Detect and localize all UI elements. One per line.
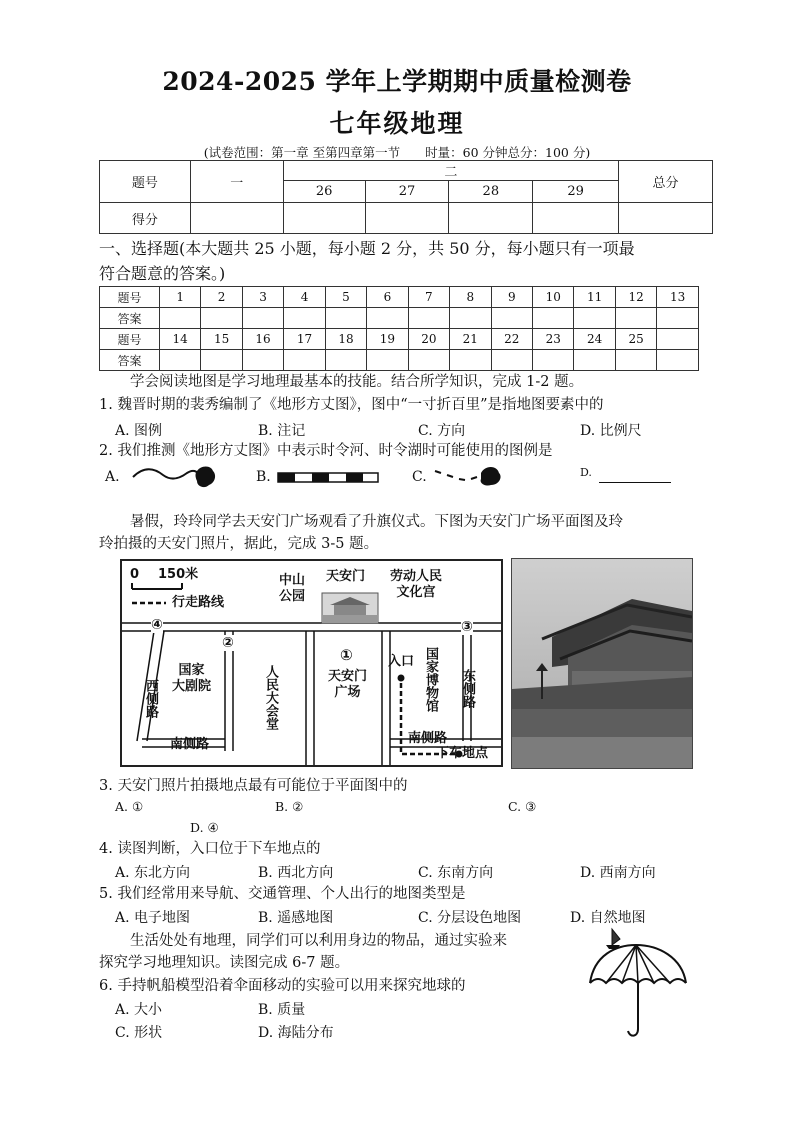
map-west-side-road: 西侧路 xyxy=(143,679,158,718)
grid-qnum: 8 xyxy=(450,287,491,308)
grid-qnum: 18 xyxy=(325,329,366,350)
grid-qnum: 21 xyxy=(450,329,491,350)
section1-line1: 一、选择题(本大题共 25 小题，每小题 2 分，共 50 分，每小题只有一项最 xyxy=(99,239,635,258)
q3-option-b[interactable]: B. ② xyxy=(275,799,304,814)
q1-option-c[interactable]: C. 方向 xyxy=(418,423,466,439)
answer-cell[interactable] xyxy=(450,350,491,371)
map-scale-label: 150米 xyxy=(158,567,199,582)
q2-option-b[interactable]: B. xyxy=(256,469,271,485)
answer-cell[interactable] xyxy=(367,308,408,329)
q3-option-d[interactable]: D. ④ xyxy=(190,820,219,835)
answer-cell[interactable] xyxy=(325,350,366,371)
score-defen-label: 得分 xyxy=(100,203,191,234)
intro-q6-7-line2: 探究学习地理知识。读图完成 6-7 题。 xyxy=(99,955,350,971)
grid-tihao-label: 题号 xyxy=(100,287,160,308)
grid-qnum: 25 xyxy=(615,329,656,350)
grid-qnum: 24 xyxy=(574,329,615,350)
q4-option-a[interactable]: A. 东北方向 xyxy=(115,865,191,881)
grid-qnum: 19 xyxy=(367,329,408,350)
score-total: 总分 xyxy=(619,161,713,203)
score-cell[interactable] xyxy=(365,203,449,234)
answer-cell[interactable] xyxy=(408,308,449,329)
answer-cell[interactable] xyxy=(615,308,656,329)
grid-qnum: 7 xyxy=(408,287,449,308)
map-route-label: 行走路线 xyxy=(172,595,225,610)
map-dropoff-label: 下车地点 xyxy=(436,746,489,761)
q2-options-row xyxy=(99,463,699,493)
legend-river-lake-icon xyxy=(131,463,221,491)
answer-cell[interactable] xyxy=(574,350,615,371)
score-tihao-label: 题号 xyxy=(100,161,191,203)
answer-cell[interactable] xyxy=(284,308,325,329)
q5-option-c[interactable]: C. 分层设色地图 xyxy=(418,910,522,926)
map-national-museum: 国家博物馆 xyxy=(423,647,438,712)
grid-qnum: 20 xyxy=(408,329,449,350)
answer-cell[interactable] xyxy=(657,308,699,329)
answer-cell[interactable] xyxy=(450,308,491,329)
legend-seasonal-river-icon xyxy=(433,463,513,491)
q4-stem: 4. 读图判断，入口位于下车地点的 xyxy=(99,841,321,857)
map-tiananmen-label: 天安门 xyxy=(326,569,366,584)
score-cell[interactable] xyxy=(533,203,619,234)
grid-daan-label: 答案 xyxy=(100,308,160,329)
q2-option-d[interactable]: D. xyxy=(580,466,592,479)
map-laodong-palace: 劳动人民 文化宫 xyxy=(390,569,443,600)
answer-cell[interactable] xyxy=(533,308,574,329)
grid-tihao-label: 题号 xyxy=(100,329,160,350)
map-south-road-west: 南侧路 xyxy=(170,737,210,752)
grid-qnum: 5 xyxy=(325,287,366,308)
map-east-side-road: 东侧路 xyxy=(460,669,475,708)
answer-cell[interactable] xyxy=(159,350,200,371)
grid-daan-label: 答案 xyxy=(100,350,160,371)
q5-option-d[interactable]: D. 自然地图 xyxy=(570,910,646,926)
intro-q3-5-line2: 玲拍摄的天安门照片，据此，完成 3-5 题。 xyxy=(99,536,379,552)
grid-qnum: 6 xyxy=(367,287,408,308)
map-square-label: 天安门 广场 xyxy=(328,669,368,700)
q4-option-b[interactable]: B. 西北方向 xyxy=(258,865,334,881)
q6-option-a[interactable]: A. 大小 xyxy=(115,1002,163,1018)
answer-cell[interactable] xyxy=(615,350,656,371)
score-cell[interactable] xyxy=(283,203,365,234)
q6-option-d[interactable]: D. 海陆分布 xyxy=(258,1025,334,1041)
answer-cell[interactable] xyxy=(284,350,325,371)
q5-stem: 5. 我们经常用来导航、交通管理、个人出行的地图类型是 xyxy=(99,886,466,902)
q3-option-c[interactable]: C. ③ xyxy=(508,799,537,814)
score-cell[interactable] xyxy=(449,203,533,234)
answer-cell[interactable] xyxy=(491,308,532,329)
score-sub-26: 26 xyxy=(283,181,365,203)
exam-scope: (试卷范围：第一章 至第四章第一节 时量：60 分钟总分：100 分) xyxy=(203,145,591,160)
grid-qnum: 14 xyxy=(159,329,200,350)
score-cell[interactable] xyxy=(190,203,283,234)
q2-option-a[interactable]: A. xyxy=(105,469,120,485)
intro-q1-2: 学会阅读地图是学习地理最基本的技能。结合所学知识，完成 1-2 题。 xyxy=(130,374,584,390)
q4-option-c[interactable]: C. 东南方向 xyxy=(418,865,494,881)
grid-qnum: 13 xyxy=(657,287,699,308)
map-marker-2: ② xyxy=(222,635,234,651)
score-col-one: 一 xyxy=(190,161,283,203)
grid-qnum: 16 xyxy=(242,329,283,350)
q5-option-b[interactable]: B. 遥感地图 xyxy=(258,910,334,926)
umbrella-sailboat-illustration xyxy=(586,925,690,1041)
answer-cell[interactable] xyxy=(159,308,200,329)
exam-subtitle: 七年级地理 xyxy=(329,109,465,138)
answer-cell[interactable] xyxy=(574,308,615,329)
answer-cell[interactable] xyxy=(408,350,449,371)
map-zhongshan-park: 中山 公园 xyxy=(279,573,306,604)
map-entrance-label: 入口 xyxy=(388,654,415,669)
answer-grid xyxy=(99,286,699,371)
answer-cell[interactable] xyxy=(367,350,408,371)
grid-qnum: 2 xyxy=(201,287,242,308)
grid-qnum: 22 xyxy=(491,329,532,350)
map-scale-zero: 0 xyxy=(130,567,140,582)
answer-cell[interactable] xyxy=(325,308,366,329)
grid-qnum: 12 xyxy=(615,287,656,308)
map-marker-1: ① xyxy=(340,646,353,664)
answer-cell[interactable] xyxy=(242,350,283,371)
answer-cell[interactable] xyxy=(533,350,574,371)
q1-option-b[interactable]: B. 注记 xyxy=(258,423,306,439)
intro-q6-7-line1: 生活处处有地理，同学们可以利用身边的物品，通过实验来 xyxy=(130,933,507,949)
map-great-hall: 人民大会堂 xyxy=(263,665,278,730)
legend-railway-icon xyxy=(277,471,381,485)
score-sub-27: 27 xyxy=(365,181,449,203)
section1-line2: 符合题意的答案。) xyxy=(99,264,226,283)
map-marker-4: ④ xyxy=(151,617,163,633)
grid-qnum: 15 xyxy=(201,329,242,350)
grid-qnum: 9 xyxy=(491,287,532,308)
grid-qnum: 11 xyxy=(574,287,615,308)
exam-title: 2024-2025 学年上学期期中质量检测卷 xyxy=(162,67,632,96)
map-marker-3: ③ xyxy=(461,619,473,635)
q3-stem: 3. 天安门照片拍摄地点最有可能位于平面图中的 xyxy=(99,778,408,794)
grid-qnum: 4 xyxy=(284,287,325,308)
q2-option-c[interactable]: C. xyxy=(412,469,427,485)
grid-qnum: 1 xyxy=(159,287,200,308)
q1-stem: 1. 魏晋时期的裴秀编制了《地形方丈图》，图中“一寸折百里”是指地图要素中的 xyxy=(99,397,604,413)
q6-option-b[interactable]: B. 质量 xyxy=(258,1002,306,1018)
score-col-two: 二 xyxy=(283,161,618,181)
score-table xyxy=(99,160,713,234)
grid-qnum xyxy=(657,329,699,350)
tiananmen-square-map xyxy=(120,559,503,767)
score-sub-29: 29 xyxy=(533,181,619,203)
grid-qnum: 23 xyxy=(533,329,574,350)
answer-cell[interactable] xyxy=(201,308,242,329)
answer-cell[interactable] xyxy=(201,350,242,371)
q1-option-d[interactable]: D. 比例尺 xyxy=(580,423,642,439)
grid-qnum: 17 xyxy=(284,329,325,350)
answer-cell[interactable] xyxy=(242,308,283,329)
score-sub-28: 28 xyxy=(449,181,533,203)
grid-qnum: 3 xyxy=(242,287,283,308)
q5-option-a[interactable]: A. 电子地图 xyxy=(115,910,191,926)
q3-option-a[interactable]: A. ① xyxy=(115,799,144,814)
q6-stem: 6. 手持帆船模型沿着伞面移动的实验可以用来探究地球的 xyxy=(99,978,466,994)
tiananmen-photo-drawing xyxy=(512,559,692,768)
q6-option-c[interactable]: C. 形状 xyxy=(115,1025,163,1041)
map-national-theater: 国家 大剧院 xyxy=(172,663,212,694)
q1-option-a[interactable]: A. 图例 xyxy=(115,423,163,439)
map-south-road-east: 南侧路 xyxy=(408,731,448,746)
q2-stem: 2. 我们推测《地形方丈图》中表示时令河、时令湖时可能使用的图例是 xyxy=(99,443,553,459)
score-cell[interactable] xyxy=(619,203,713,234)
legend-plain-line-icon xyxy=(599,482,671,483)
q4-option-d[interactable]: D. 西南方向 xyxy=(580,865,656,881)
grid-qnum: 10 xyxy=(533,287,574,308)
intro-q3-5-line1: 暑假，玲玲同学去天安门广场观看了升旗仪式。下图为天安门广场平面图及玲 xyxy=(130,514,623,530)
answer-cell[interactable] xyxy=(491,350,532,371)
tiananmen-photo xyxy=(511,558,693,769)
answer-cell[interactable] xyxy=(657,350,699,371)
